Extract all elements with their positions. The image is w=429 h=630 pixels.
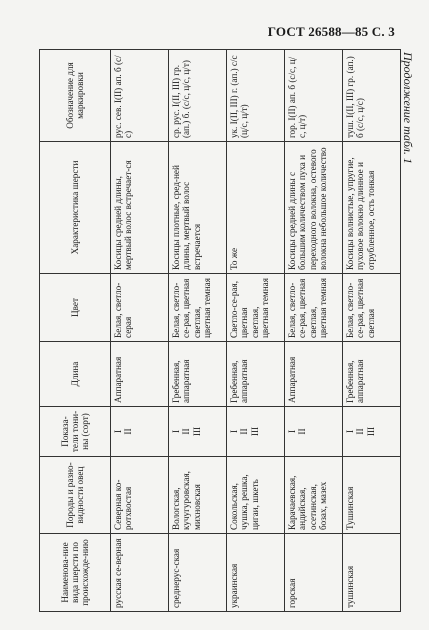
cell-grades: I II III <box>169 407 227 457</box>
cell-length: Гребенная, аппаратная <box>227 342 285 407</box>
cell-name: тушинская <box>343 534 401 612</box>
col-header-breeds: Породы и разно-видности овец <box>40 457 111 534</box>
cell-desc: Косицы волнистые, упругие, пуховое волокно длинное и отрубленное, ость тонкая <box>343 142 401 274</box>
cell-name: украинская <box>227 534 285 612</box>
cell-color: Белая, светло-серая <box>111 274 169 342</box>
table-row <box>343 50 401 612</box>
cell-length: Аппаратная <box>285 342 343 407</box>
col-header-desc: Характеристика шерсти <box>40 142 111 274</box>
col-header-length: Длина <box>40 342 111 407</box>
cell-grades: I II III <box>227 407 285 457</box>
table-row <box>285 50 343 612</box>
col-header-name: Наименова-ние вида шерсти по происхожде-нию <box>40 534 111 612</box>
cell-mark: гор. I(II) ап. б (с/с, ц/с, ц/т) <box>285 50 343 142</box>
page-header: ГОСТ 26588—85 С. 3 <box>267 24 395 39</box>
cell-breeds: Вологская, кучугуровская, михновская <box>169 457 227 534</box>
cell-desc: Косицы средней длины, мертвый волос встречает-ся <box>111 142 169 274</box>
col-header-grades: Показа-тели тони-ны (сорт) <box>40 407 111 457</box>
cell-length: Гребенная, аппаратная <box>169 342 227 407</box>
cell-grades: I II <box>285 407 343 457</box>
table-header-row <box>40 50 111 612</box>
cell-mark: ук. I(II, III) г. (ап.) с/с (ц/с, ц/т) <box>227 50 285 142</box>
table-container <box>39 50 401 612</box>
cell-breeds: Карачаевская, андийская, осетинская, бозах, мазех <box>285 457 343 534</box>
table-row <box>227 50 285 612</box>
table-row <box>111 50 169 612</box>
wool-table <box>39 49 401 612</box>
cell-desc: То же <box>227 142 285 274</box>
cell-desc: Косицы плотные, сред-ней длины, мертвый волос встречается <box>169 142 227 274</box>
table-row <box>169 50 227 612</box>
cell-length: Гребенная, аппаратная <box>343 342 401 407</box>
cell-name: среднерус-ская <box>169 534 227 612</box>
cell-length: Аппаратная <box>111 342 169 407</box>
cell-name: горская <box>285 534 343 612</box>
cell-mark: рус. сев. I(II) ап. б (с/с) <box>111 50 169 142</box>
cell-color: Белая, светло-се-рая, цветная светлая, цветная темная <box>169 274 227 342</box>
cell-grades: I II <box>111 407 169 457</box>
cell-breeds: Северная ко-ротхвостая <box>111 457 169 534</box>
cell-color: Светло-се-рая, цветная светлая, цветная темная <box>227 274 285 342</box>
col-header-color: Цвет <box>40 274 111 342</box>
cell-desc: Косицы средней длины с большим количеством пуха и переходного волокна, остевого волокна небольшое количество <box>285 142 343 274</box>
cell-breeds: Тушинская <box>343 457 401 534</box>
cell-mark: туш. I(II, III) гр. (ап.) б (с/с, ц/с) <box>343 50 401 142</box>
cell-color: Белая, светло-се-рая, цветная светлая, цветная темная <box>285 274 343 342</box>
cell-grades: I II III <box>343 407 401 457</box>
table-continuation-caption: Продолжение табл. 1 <box>401 52 415 164</box>
col-header-mark: Обозначение для маркировки <box>40 50 111 142</box>
cell-name: русская се-верная <box>111 534 169 612</box>
cell-color: Белая, светло-се-рая, цветная светлая <box>343 274 401 342</box>
cell-mark: ср. рус. I(II, III) гр. (ап.) б. (с/с, ц/с, ц/т) <box>169 50 227 142</box>
cell-breeds: Сокольская, чушка, решка, цигаи, шкеть <box>227 457 285 534</box>
